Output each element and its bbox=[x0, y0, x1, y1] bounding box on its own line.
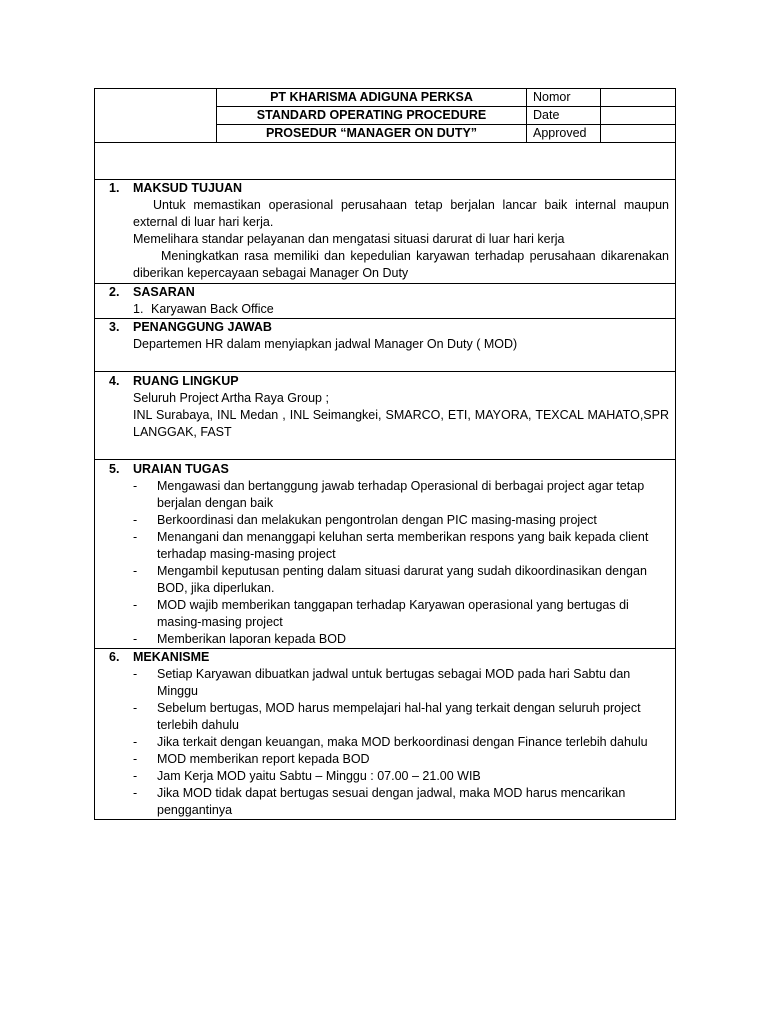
meta-value-nomor bbox=[601, 89, 676, 107]
sop-table bbox=[94, 88, 676, 820]
list-item: - Mengawasi dan bertanggung jawab terhadap Operasional di berbagai project agar tetap berjalan dengan baik bbox=[133, 478, 669, 512]
list-item: - MOD wajib memberikan tanggapan terhadap Karyawan operasional yang bertugas di masing-masing project bbox=[133, 597, 669, 631]
section-heading: 6. MEKANISME bbox=[109, 650, 210, 664]
meta-label-nomor: Nomor bbox=[527, 89, 601, 107]
meta-value-approved bbox=[601, 125, 676, 143]
list-item: - Menangani dan menanggapi keluhan serta memberikan respons yang baik kepada client terhadap masing-masing project bbox=[133, 529, 669, 563]
section-heading: 5. URAIAN TUGAS bbox=[109, 462, 229, 476]
list-item: - Memberikan laporan kepada BOD bbox=[133, 631, 669, 648]
list-item: - MOD memberikan report kepada BOD bbox=[133, 751, 669, 768]
paragraph: Meningkatkan rasa memiliki dan kepedulian karyawan terhadap perusahaan dikarenakan diberikan kepercayaan sebagai Manager On Duty bbox=[133, 249, 669, 280]
section-heading: 1. MAKSUD TUJUAN bbox=[109, 181, 243, 195]
section-maksud-tujuan bbox=[95, 180, 676, 284]
logo-cell bbox=[95, 89, 217, 143]
mechanism-list bbox=[109, 666, 669, 819]
paragraph: Untuk memastikan operasional perusahaan tetap berjalan lancar baik internal maupun external di luar hari kerja. bbox=[133, 198, 669, 229]
list-item: - Jam Kerja MOD yaitu Sabtu – Minggu : 07.00 – 21.00 WIB bbox=[133, 768, 669, 785]
meta-label-date: Date bbox=[527, 107, 601, 125]
list-item: - Sebelum bertugas, MOD harus mempelajari hal-hal yang terkait dengan seluruh project terlebih dahulu bbox=[133, 700, 669, 734]
list-item: - Mengambil keputusan penting dalam situasi darurat yang sudah dikoordinasikan dengan BOD, jika diperlukan. bbox=[133, 563, 669, 597]
section-penanggung-jawab bbox=[95, 319, 676, 372]
list-item: - Berkoordinasi dan melakukan pengontrolan dengan PIC masing-masing project bbox=[133, 512, 669, 529]
doc-type: STANDARD OPERATING PROCEDURE bbox=[217, 107, 527, 125]
section-mekanisme bbox=[95, 649, 676, 820]
procedure-title: PROSEDUR “MANAGER ON DUTY” bbox=[217, 125, 527, 143]
section-heading: 4. RUANG LINGKUP bbox=[109, 374, 239, 388]
company-name: PT KHARISMA ADIGUNA PERKSA bbox=[217, 89, 527, 107]
section-heading: 2. SASARAN bbox=[109, 285, 195, 299]
list-item: 1. Karyawan Back Office bbox=[133, 302, 274, 316]
meta-label-approved: Approved bbox=[527, 125, 601, 143]
task-list bbox=[109, 478, 669, 648]
sop-document bbox=[94, 88, 675, 820]
section-sasaran bbox=[95, 284, 676, 319]
paragraph: Seluruh Project Artha Raya Group ; bbox=[133, 391, 329, 405]
list-item: - Setiap Karyawan dibuatkan jadwal untuk bertugas sebagai MOD pada hari Sabtu dan Minggu bbox=[133, 666, 669, 700]
paragraph: INL Surabaya, INL Medan , INL Seimangkei, SMARCO, ETI, MAYORA, TEXCAL MAHATO,SPR LANGGAK, FAST bbox=[133, 408, 669, 439]
list-item: - Jika terkait dengan keuangan, maka MOD berkoordinasi dengan Finance terlebih dahulu bbox=[133, 734, 669, 751]
section-uraian-tugas bbox=[95, 460, 676, 649]
list-item: - Jika MOD tidak dapat bertugas sesuai dengan jadwal, maka MOD harus mencarikan penggantinya bbox=[133, 785, 669, 819]
blank-row bbox=[95, 143, 676, 180]
section-ruang-lingkup bbox=[95, 372, 676, 460]
section-heading: 3. PENANGGUNG JAWAB bbox=[109, 320, 272, 334]
meta-value-date bbox=[601, 107, 676, 125]
paragraph: Memelihara standar pelayanan dan mengatasi situasi darurat di luar hari kerja bbox=[133, 232, 565, 246]
paragraph: Departemen HR dalam menyiapkan jadwal Manager On Duty ( MOD) bbox=[133, 337, 518, 351]
